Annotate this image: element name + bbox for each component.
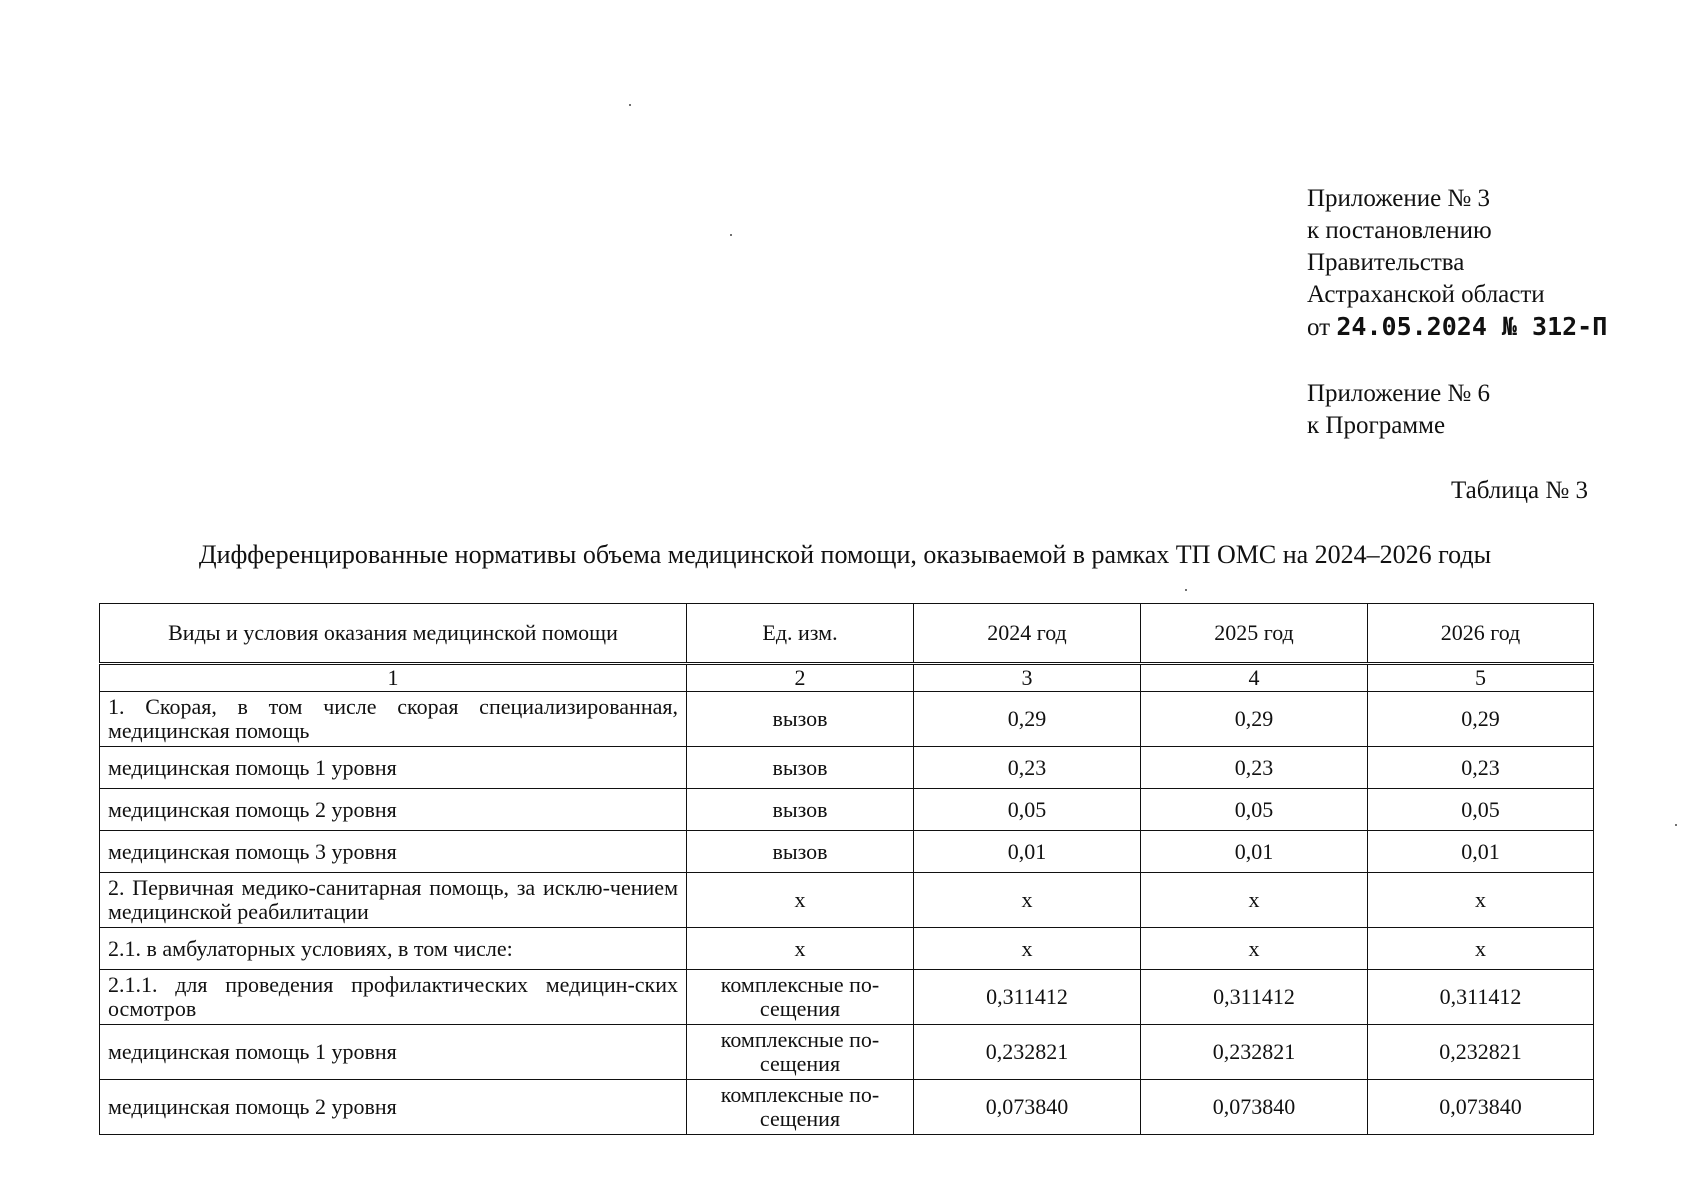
column-number: 2 [687,664,914,692]
cell-2026: 0,311412 [1368,970,1594,1025]
cell-2026: 0,232821 [1368,1025,1594,1080]
cell-2024: х [914,873,1141,928]
cell-kind: медицинская помощь 1 уровня [100,1025,687,1080]
header-kind: Виды и условия оказания медицинской помощи [100,604,687,664]
cell-2024: х [914,928,1141,970]
header-2024: 2024 год [914,604,1141,664]
cell-2026: 0,23 [1368,747,1594,789]
cell-2026: х [1368,873,1594,928]
column-number: 5 [1368,664,1594,692]
table-row [100,789,1594,831]
column-number: 3 [914,664,1141,692]
norms-table [99,603,1594,1135]
scan-speck [1185,589,1187,591]
cell-unit: вызов [687,692,914,747]
cell-2026: 0,01 [1368,831,1594,873]
cell-2026: 0,05 [1368,789,1594,831]
cell-2025: х [1141,928,1368,970]
appendix-3-line: Правительства [1307,249,1465,276]
cell-unit: комплексные по-сещения [687,1080,914,1135]
table-number: Таблица № 3 [1450,477,1588,504]
cell-2025: 0,29 [1141,692,1368,747]
cell-kind: медицинская помощь 2 уровня [100,1080,687,1135]
cell-2025: 0,05 [1141,789,1368,831]
date-stamp: 24.05.2024 № 312-П [1336,312,1608,341]
table-row [100,970,1594,1025]
appendix-6-line: Приложение № 6 [1307,380,1491,407]
cell-2024: 0,073840 [914,1080,1141,1135]
column-number: 4 [1141,664,1368,692]
column-numbers-row [100,664,1594,692]
cell-2026: 0,29 [1368,692,1594,747]
resolution-date-line [1307,311,1607,344]
cell-2025: 0,232821 [1141,1025,1368,1080]
cell-kind: медицинская помощь 3 уровня [100,831,687,873]
cell-2025: 0,073840 [1141,1080,1368,1135]
scan-speck [1675,824,1677,826]
cell-2024: 0,01 [914,831,1141,873]
appendix-6-line: к Программе [1307,412,1446,439]
appendix-6-block [1307,378,1490,442]
cell-2025: 0,23 [1141,747,1368,789]
cell-2024: 0,311412 [914,970,1141,1025]
cell-kind: 1. Скорая, в том числе скорая специализированная, медицинская помощь [100,692,687,747]
table-row [100,873,1594,928]
appendix-3-block [1307,183,1607,344]
header-2025: 2025 год [1141,604,1368,664]
cell-2024: 0,29 [914,692,1141,747]
cell-2026: 0,073840 [1368,1080,1594,1135]
appendix-3-line: Астраханской области [1307,281,1545,308]
table-row [100,747,1594,789]
cell-unit: вызов [687,747,914,789]
cell-2026: х [1368,928,1594,970]
cell-unit: вызов [687,831,914,873]
date-prefix: от [1307,314,1331,341]
table-row [100,831,1594,873]
cell-kind: 2. Первичная медико-санитарная помощь, за исклю-чением медицинской реабилитации [100,873,687,928]
scan-speck [629,104,631,106]
cell-unit: х [687,873,914,928]
cell-2025: 0,311412 [1141,970,1368,1025]
cell-kind: 2.1.1. для проведения профилактических медицин-ских осмотров [100,970,687,1025]
cell-kind: медицинская помощь 1 уровня [100,747,687,789]
cell-kind: 2.1. в амбулаторных условиях, в том числе: [100,928,687,970]
scan-speck [730,234,732,236]
column-number: 1 [100,664,687,692]
header-2026: 2026 год [1368,604,1594,664]
appendix-3-line: Приложение № 3 [1307,185,1491,212]
table-row [100,928,1594,970]
cell-unit: х [687,928,914,970]
document-title: Дифференцированные нормативы объема медицинской помощи, оказываемой в рамках ТП ОМС на 2024–2026 годы [198,540,1492,569]
cell-unit: комплексные по-сещения [687,1025,914,1080]
table-row [100,692,1594,747]
cell-2025: х [1141,873,1368,928]
cell-2024: 0,232821 [914,1025,1141,1080]
table-header-row [100,604,1594,664]
header-unit: Ед. изм. [687,604,914,664]
table-row [100,1080,1594,1135]
cell-kind: медицинская помощь 2 уровня [100,789,687,831]
cell-unit: комплексные по-сещения [687,970,914,1025]
cell-unit: вызов [687,789,914,831]
table-row [100,1025,1594,1080]
cell-2025: 0,01 [1141,831,1368,873]
appendix-3-line: к постановлению [1307,217,1492,244]
cell-2024: 0,05 [914,789,1141,831]
cell-2024: 0,23 [914,747,1141,789]
